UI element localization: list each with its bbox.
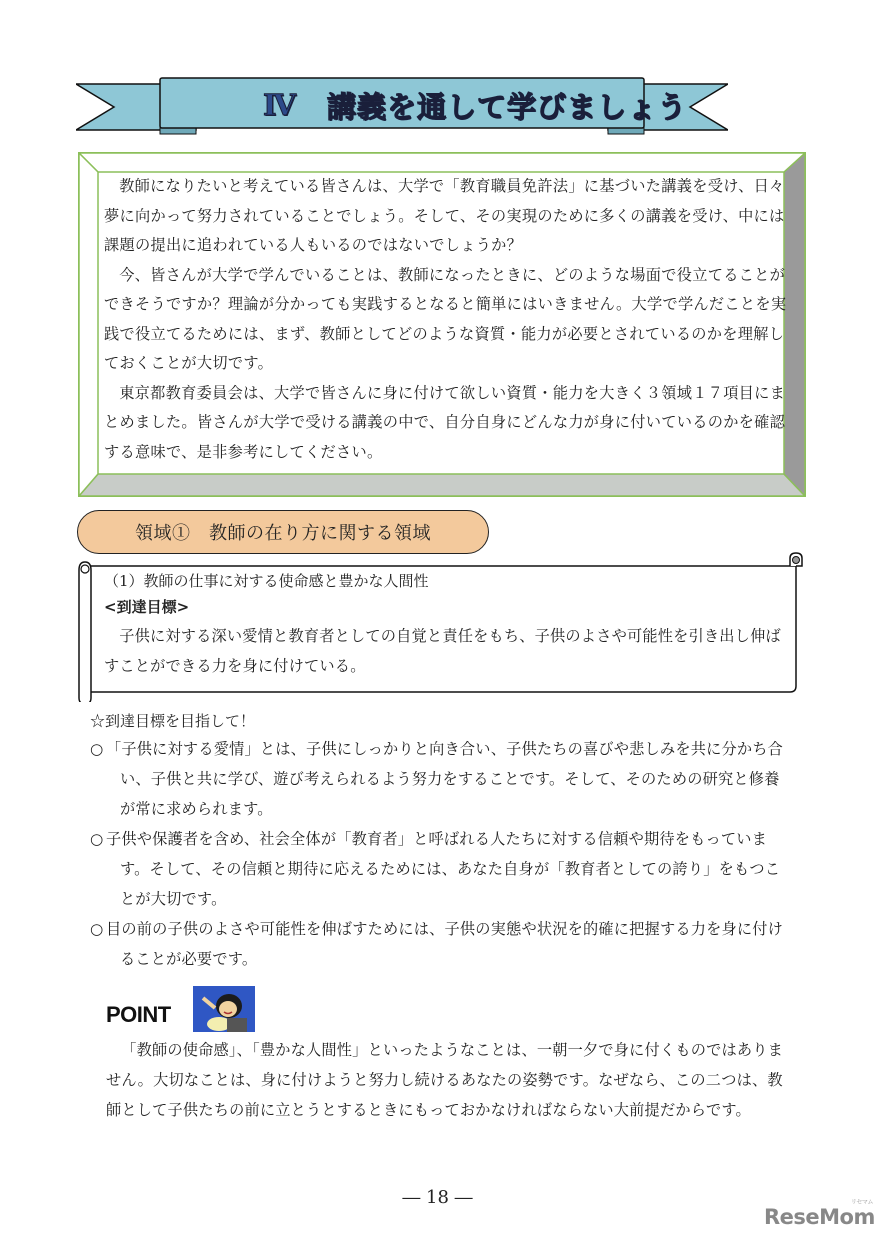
list-item [90,734,790,824]
circle-bullet-icon: ○ [90,740,104,758]
scroll-content [104,570,794,681]
section-banner [76,76,728,138]
list-item-text: 子供や保護者を含め、社会全体が「教育者」と呼ばれる人たちに対する信頼や期待をもっています。そして、その信頼と期待に応えるためには、あなた自身が「教育者としての誇り」をもつことが大切です。 [106,830,781,908]
list-item [90,914,790,974]
point-text: 「教師の使命感」、「豊かな人間性」といったようなことは、一朝一夕で身に付くものではありません。大切なことは、身に付けようと努力し続けるあなたの姿勢です。なぜなら、この二つは、教師として子供たちの前に立とうとするときにもっておかなければならない大前提だからです。 [106,1041,784,1119]
aim-list [90,734,790,974]
intro-frame [78,152,806,497]
section-title: 講義を通して学びましょう [326,89,687,124]
item-heading: （1）教師の仕事に対する使命感と豊かな人間性 [104,572,429,590]
point-label: POINT [106,1002,171,1027]
page-number: ― 18 ― [402,1187,473,1208]
list-item [90,824,790,914]
intro-text [104,172,787,467]
banner-title [236,82,714,128]
aim-section [90,708,790,974]
goal-label: <到達目標> [104,598,190,616]
domain-heading: 領域① 教師の在り方に関する領域 [77,510,489,554]
aim-title: ☆到達目標を目指して！ [90,712,256,730]
intro-paragraph: 今、皆さんが大学で学んでいることは、教師になったときに、どのような場面で役立てることができそうですか？理論が分かっても実践するとなると簡単にはいきません。大学で学んだことを実践で役立てるためには、まず、教師としてどのような資質・能力が必要とされているのかを理解しておくことが大切です。 [104,265,787,372]
section-number: Ⅳ [263,88,297,122]
teacher-illustration-icon [193,986,255,1032]
goal-scroll-box [74,552,808,702]
goal-text: 子供に対する深い愛情と教育者としての自覚と責任をもち、子供のよさや可能性を引き出し伸ばすことができる力を身に付けている。 [104,627,781,675]
resemom-logo [764,1199,875,1229]
circle-bullet-icon: ○ [90,920,104,938]
intro-paragraph: 東京都教育委員会は、大学で皆さんに身に付けて欲しい資質・能力を大きく３領域１７項目にまとめました。皆さんが大学で受ける講義の中で、自分自身にどんな力が身に付いているのかを確認する意味で、是非参考にしてください。 [104,383,786,461]
list-item-text: 「子供に対する愛情」とは、子供にしっかりと向き合い、子供たちの喜びや悲しみを共に分かち合い、子供と共に学び、遊び考えられるよう努力をすることです。そして、そのための研究と修養が常に求められます。 [106,740,784,818]
watermark-ruby: リセマム [850,1199,873,1206]
watermark-text: ReseMom [764,1205,875,1229]
circle-bullet-icon: ○ [90,830,104,848]
intro-paragraph: 教師になりたいと考えている皆さんは、大学で「教育職員免許法」に基づいた講義を受け、日々夢に向かって努力されていることでしょう。そして、その実現のために多くの講義を受け、中には課題の提出に追われている人もいるのではないでしょうか？ [104,177,785,254]
list-item-text: 目の前の子供のよさや可能性を伸ばすためには、子供の実態や状況を的確に把握する力を身に付けることが必要です。 [106,920,784,968]
